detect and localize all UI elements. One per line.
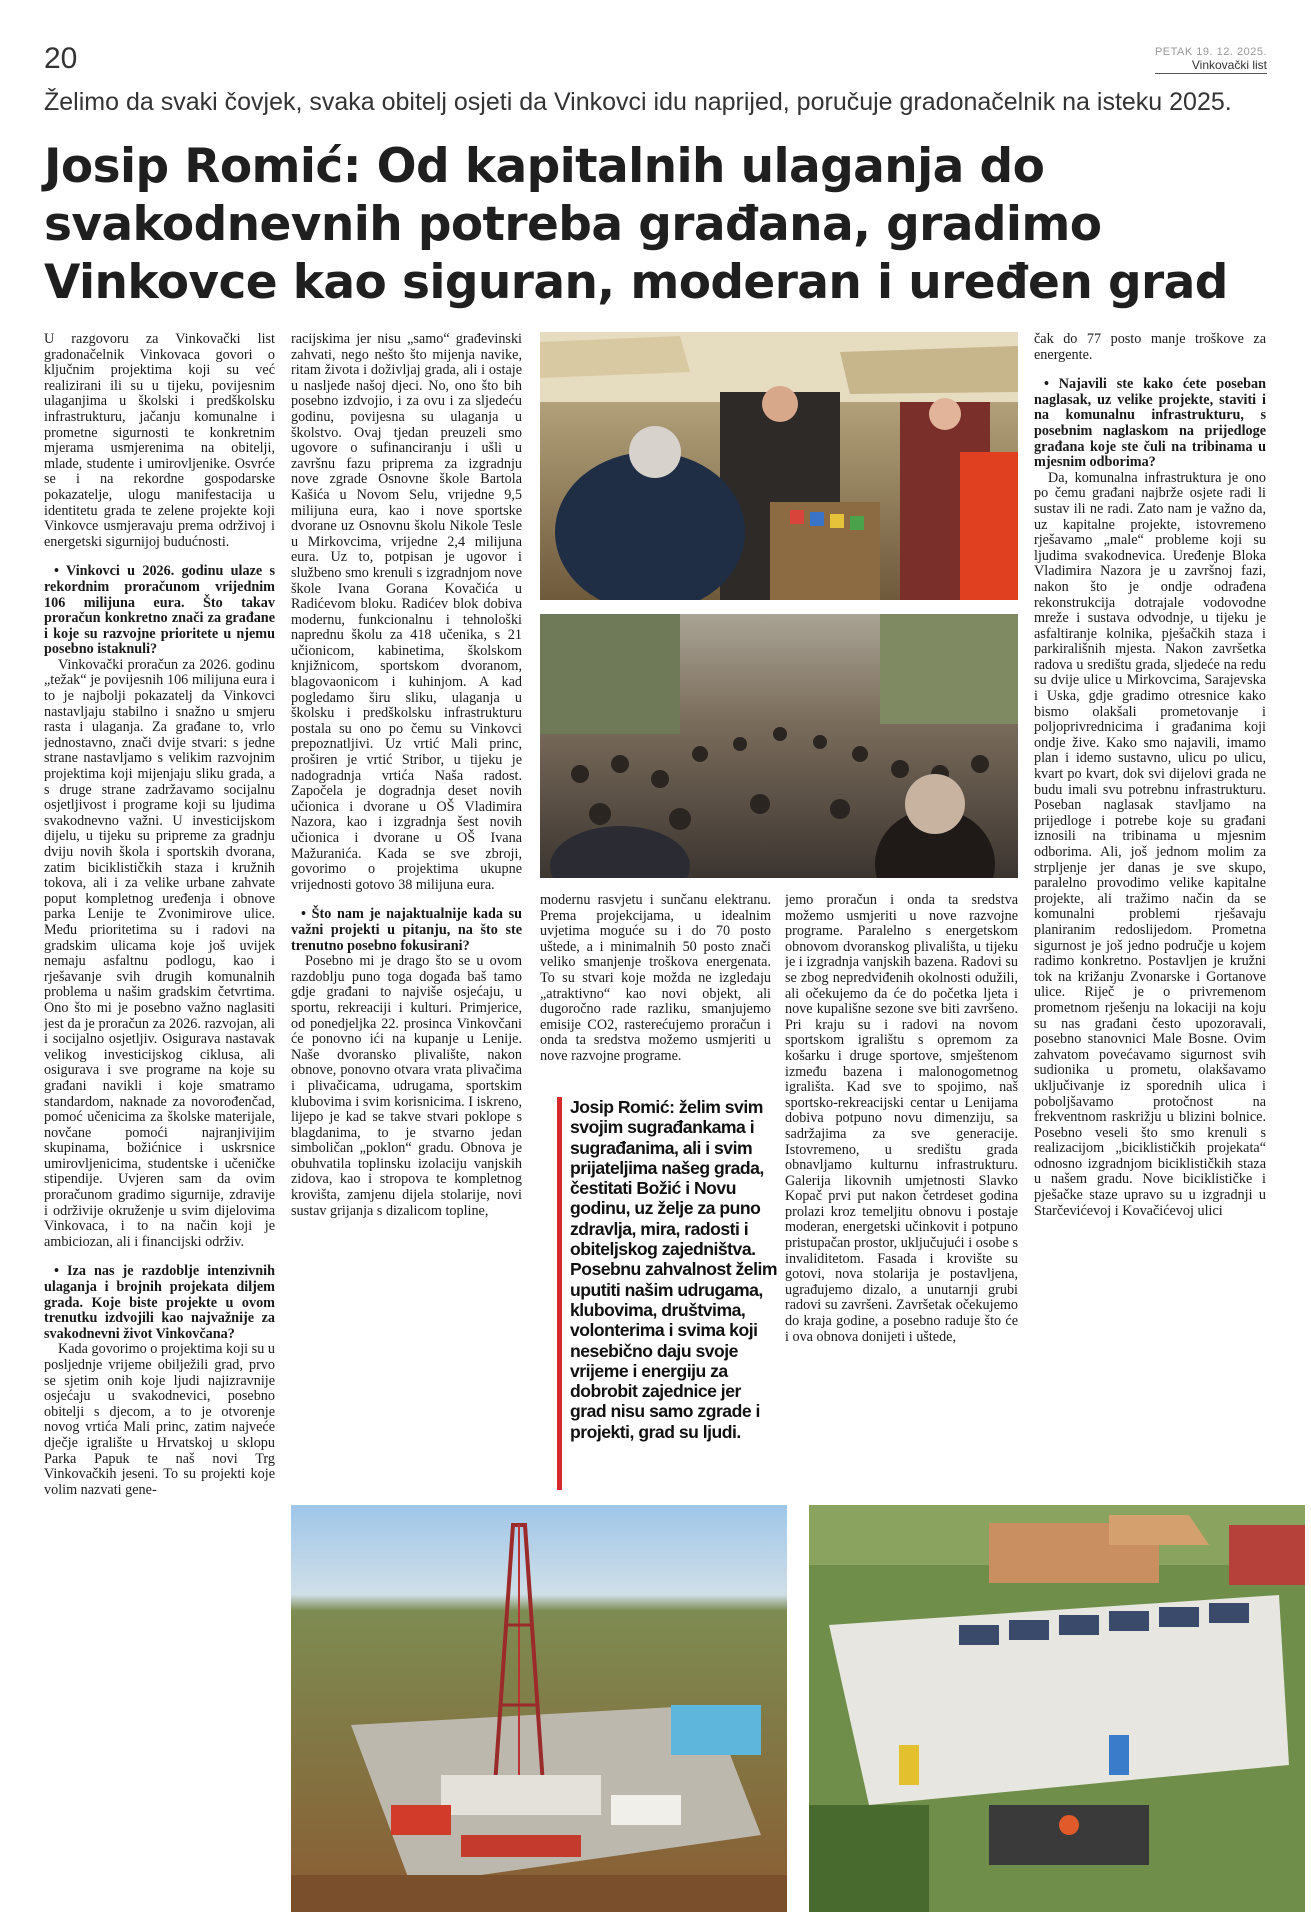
article-column-5 <box>1034 332 1266 1510</box>
interview-answer: racijskima jer nisu „samo“ građevinski zahvati, nego nešto što mijenja navike, ritam života i doživljaj grada, ali i ostaje u nasljeđe našoj djeci. No, ono što bih posebno izdvojio, i za ovu i za sljedeću godinu, povijesna su ulaganja u školstvo. Ovaj tjedan preuzeli smo ugovore o sufinanciranju i ušli u završnu fazu priprema za izgradnju nove zgrade Osnovne škole Bartola Kašića u Novom Selu, vrijedne 9,5 milijuna eura, kao i nove sportske dvorane uz Osnovnu školu Nikole Tesle u Mirkovcima, vrijedne 2,4 milijuna eura. Uz to, potpisan je ugovor i službeno smo krenuli s izgradnjom nove škole Ivana Gorana Kovačića u Radićevom bloku. Radićev blok dobiva modernu, funkcionalnu i tehnološki naprednu školu za 418 učenika, s 21 učionicom, kabinetima, školskom knjižnicom, sportskom dvoranom, blagovaonicom i kuhinjom. A kad pogledamo širu sliku, ulaganja u školsku i predškolsku infrastrukturu postala su ono po čemu su Vinkovci prepoznatljivi. Uz vrtić Mali princ, proširen je vrtić Stribor, u tijeku je nadogradnja vrtića Naša radost. Započela je dogradnja deset novih učionica i dvorane u OŠ Vladimira Nazora, kao i izgradnja šest novih učionica i dvorane u OŠ Ivana Mažuranića. Kada se sve zbroji, govorimo o projektima ukupne vrijednosti gotovo 38 milijuna eura. <box>291 332 522 893</box>
page-number: 20 <box>44 42 78 75</box>
article-kicker: Želimo da svaki čovjek, svaka obitelj osjeti da Vinkovci idu naprijed, poručuje gradonačelnik na isteku 2025. <box>44 88 1232 116</box>
article-column-1 <box>44 332 275 1900</box>
interview-question: • Iza nas je razdoblje intenzivnih ulaganja i brojnih projekata diljem grada. Koje biste projekte u ovom trenutku izdvojili kao najvažnije za svakodnevni život Vinkovčana? <box>44 1263 275 1342</box>
interview-question: • Što nam je najaktualnije kada su važni projekti u pitanju, na što ste trenutno posebno fokusirani? <box>291 906 522 954</box>
article-headline: Josip Romić: Od kapitalnih ulaganja do svakodnevnih potreba građana, gradimo Vinkovce kao siguran, moderan i uređen grad <box>44 139 1228 310</box>
interview-answer: Kada govorimo o projektima koji su u posljednje vrijeme obilježili grad, prvo se sjetim onih koje ljudi najizravnije osjećaju u svakodnevici, posebno obitelji s djecom, a to je otvorenje novog vrtića Mali princ, zatim najveće dječje igralište u Hrvatskoj u sklopu Parka Papuk te naš novi Trg Vinkovačkih jeseni. To su projekti koje volim nazvati gene- <box>44 1341 275 1498</box>
photo-drilling-rig <box>291 1505 787 1912</box>
newspaper-name: Vinkovački list <box>1155 58 1267 74</box>
issue-date: PETAK 19. 12. 2025. <box>1154 46 1267 58</box>
photo-market-stand-image <box>540 332 1018 600</box>
photo-crowd <box>540 614 1018 878</box>
interview-answer: čak do 77 posto manje troškove za energente. <box>1034 332 1266 363</box>
photo-crowd-image <box>540 614 1018 878</box>
interview-answer: Da, komunalna infrastruktura je ono po čemu građani najbrže osjete radi li sustav ili ne radi. Zato nam je važno da, uz kapitalne projekte, istovremeno rješavamo „male“ probleme koji su ljudima svakodnevica. Uređenje Bloka Vladimira Nazora je u završnoj fazi, nakon što je ondje odrađena rekonstrukcija dotrajale vodovodne mreže i sustava odvodnje, u tijeku je asfaltiranje kolnika, pješačkih staza i parkirališnih mjesta. Nakon završetka radova u središtu grada, sljedeće na redu su dvije ulice u Mirkovcima, Sarajevska i Uska, gdje gradimo otresnice kako bismo olakšali prometovanje i poljoprivrednicima i građanima koji ondje žive. Kako smo najavili, imamo plan i idemo sustavno, ulicu po ulicu, kvart po kvart, dok svi dijelovi grada ne budu imali svu potrebnu infrastrukturu. Poseban naglasak stavljamo na prijedloge i potrebe koje su građani iznosili na tribinama u mjesnim odborima. Ali, još jednom molim za strpljenje jer danas je sve skupo, paralelno provodimo velike kapitalne projekte, ali tražimo način da se komunalni problemi rješavaju planiranim redoslijedom. Prometna sigurnost je još jedno područje u kojem radimo konkretno. Postavljen je kružni tok na križanju Zvonarske i Gortanove ulice. Riječ je o privremenom prometnom rješenju na lokaciji na koju su nas građani često upozoravali, posebno stanovnici Male Bosne. Ovim zahvatom povećavamo sigurnost svih sudionika u prometu, olakšavamo uključivanje iz sporednih ulica i poboljšavamo protočnost na frekventnom raskrižju u blizini bolnice. Posebno veseli što smo krenuli s realizacijom „biciklističkih projekata“ odnosno izgradnjom biciklističkih staza u našem gradu. Nove biciklističke i pješačke staze upravo su u izgradnji u Starčevićevoj i Kovačićevoj ulici <box>1034 469 1266 1219</box>
article-intro: U razgovoru za Vinkovački list gradonačelnik Vinkovaca govori o ključnim projektima koji su već realizirani ili su u tijeku, povijesnim ulaganjima u školski i predškolsku infrastrukturu, jačanju komunalne i prometne sigurnosti te konkretnim mjerama usmjerenima na obitelji, mlade, studente i umirovljenike. Osvrće se i na rekordne gospodarske pokazatelje, ulogu manifestacija u identitetu grada te zelene projekte koji Vinkovce usmjeravaju prema održivoj i energetski sigurnijoj budućnosti. <box>44 332 275 550</box>
photo-kindergarten-image <box>809 1505 1305 1912</box>
highlighted-quote: Josip Romić: želim svim svojim sugrađankama i sugrađanima, ali i svim prijateljima našeg grada, čestitati Božić i Novu godinu, uz želje za puno zdravlja, mira, radosti i obiteljskog zajedništva. Posebnu zahvalnost želim uputiti našim udrugama, klubovima, društvima, volonterima i svima koji nesebično daju svoje vrijeme i energiju za dobrobit zajednice jer grad nisu samo zgrade i projekti, grad su ljudi. <box>557 1097 780 1490</box>
photo-market-stand <box>540 332 1018 600</box>
interview-question: • Najavili ste kako ćete poseban naglasak, uz velike projekte, staviti i na komunalnu infrastrukturu, s posebnim naglaskom na prijedloge građana koje ste čuli na tribinama u mjesnim odborima? <box>1034 376 1266 471</box>
interview-answer: Posebno mi je drago što se u ovom razdoblju puno toga događa baš tamo gdje građani to najviše osjećaju, u sportu, rekreaciji i kulturi. Primjerice, od ponedjeljka 22. prosinca Vinkovčani će ponovno ići na kupanje u Lenije. Naše dvoransko plivalište, nakon obnove, ponovno otvara vrata plivačima i plivačicama, udrugama, sportskim klubovima i svim korisnicima. I iskreno, lijepo je kad se takve stvari poklope s blagdanima, to je stvarno jedan simboličan „poklon“ gradu. Obnova je obuhvatila toplinsku izolaciju vanjskih zidova, kao i stropova te kompletnog krovišta, zamjenu dijela stolarije, novi sustav grijanja s dizalicom topline, <box>291 953 522 1219</box>
interview-answer: modernu rasvjetu i sunčanu elektranu. Prema projekcijama, u idealnim uvjetima moguće su i do 70 posto uštede, a i minimalnih 50 posto znači veliko smanjenje troškova energenata. To su stvari koje možda ne izgledaju „atraktivno“ kao novi objekt, ali dugoročno rade razliku, smanjujemo emisije CO2, rasterećujemo proračun i onda ta sredstva možemo usmjeriti u nove razvojne programe. <box>540 893 771 1064</box>
interview-answer: Vinkovački proračun za 2026. godinu „težak“ je povijesnih 106 milijuna eura i to je najbolji pokazatelj da Vinkovci nastavljaju stabilno i snažno u smjeru rasta i ulaganja. Za građane to, vrlo jednostavno, znači dvije stvari: s jedne strane nastavljamo s velikim razvojnim projektima koji mijenjaju sliku grada, a s druge strane zadržavamo socijalnu osjetljivost i programe koji su ljudima svakodnevno važni. U investicijskom dijelu, u tijeku su pripreme za gradnju dviju novih škola i sportskih dvorana, zatim biciklističkih staza i kružnih tokova, ali i za velike urbane zahvate poput kompletnog uređenja i obnove parka Lenije te Zvonimirove ulice. Među prioritetima su i radovi na gradskim ulicama koje još uvijek nemaju asfaltnu podlogu, kao i rješavanje svih drugih komunalnih problema u našim gradskim četvrtima. Ono što mi je posebno važno naglasiti jest da je proračun za 2026. razvojan, ali i socijalno osjetljiv. Osigurava nastavak velikog investicijskog ciklusa, ali osigurava i sve programe na koje su građani navikli i koje smatramo standardom, naknade za novorođenčad, pomoć učenicima za školske materijale, novčane pomoći najranjivijim skupinama, božićnice i uskrsnice umirovljenicima, studentske i učeničke stipendije. Uvjeren sam da ovim proračunom gradimo sigurnije, zdravije i održivije okruženje u svim dijelovima Vinkovaca, i to na način koji je ambiciozan, ali i financijski održiv. <box>44 656 275 1250</box>
interview-answer: jemo proračun i onda ta sredstva možemo usmjeriti u nove razvojne programe. Paralelno s energetskom obnovom dvoranskog plivališta, u tijeku je i izgradnja vanjskih bazena. Radovi su se zbog nepredviđenih okolnosti odužili, ali očekujemo da će do početka ljeta i nove kupališne sezone sve biti završeno. Pri kraju su i radovi na novom sportskom igralištu s opremom za košarku i druge sportove, smještenom između bazena i malonogometnog igrališta. Kad sve to spojimo, naš sportsko-rekreacijski centar u Lenijama dobiva potpuno novu dimenziju, sa sadržajima za sve generacije. Istovremeno, u središtu grada obnavljamo kulturnu infrastrukturu. Galerija likovnih umjetnosti Slavko Kopač prvi put nakon četrdeset godina prolazi kroz temeljitu obnovu i postaje moderan, energetski učinkovit i potpuno pristupačan prostor, uključujući i osobe s invaliditetom. Fasada i krovište su gotovi, nova stolarija je postavljena, ugrađujemo dizalo, a unutarnji grubi radovi su završeni. Završetak očekujemo do kraja godine, a posebno raduje što će i ova obnova donijeti i uštede, <box>785 893 1018 1345</box>
photo-drilling-rig-image <box>291 1505 787 1912</box>
article-column-4 <box>785 893 1018 1490</box>
article-column-2 <box>291 332 522 1510</box>
article-column-3 <box>540 893 771 1085</box>
interview-question: • Vinkovci u 2026. godinu ulaze s rekordnim proračunom vrijednim 106 milijuna eura. Što takav proračun konkretno znači za građane i koje su razvojne prioritete u njemu posebno istaknuli? <box>44 563 275 658</box>
photo-kindergarten <box>809 1505 1305 1912</box>
page-header <box>1155 46 1267 74</box>
